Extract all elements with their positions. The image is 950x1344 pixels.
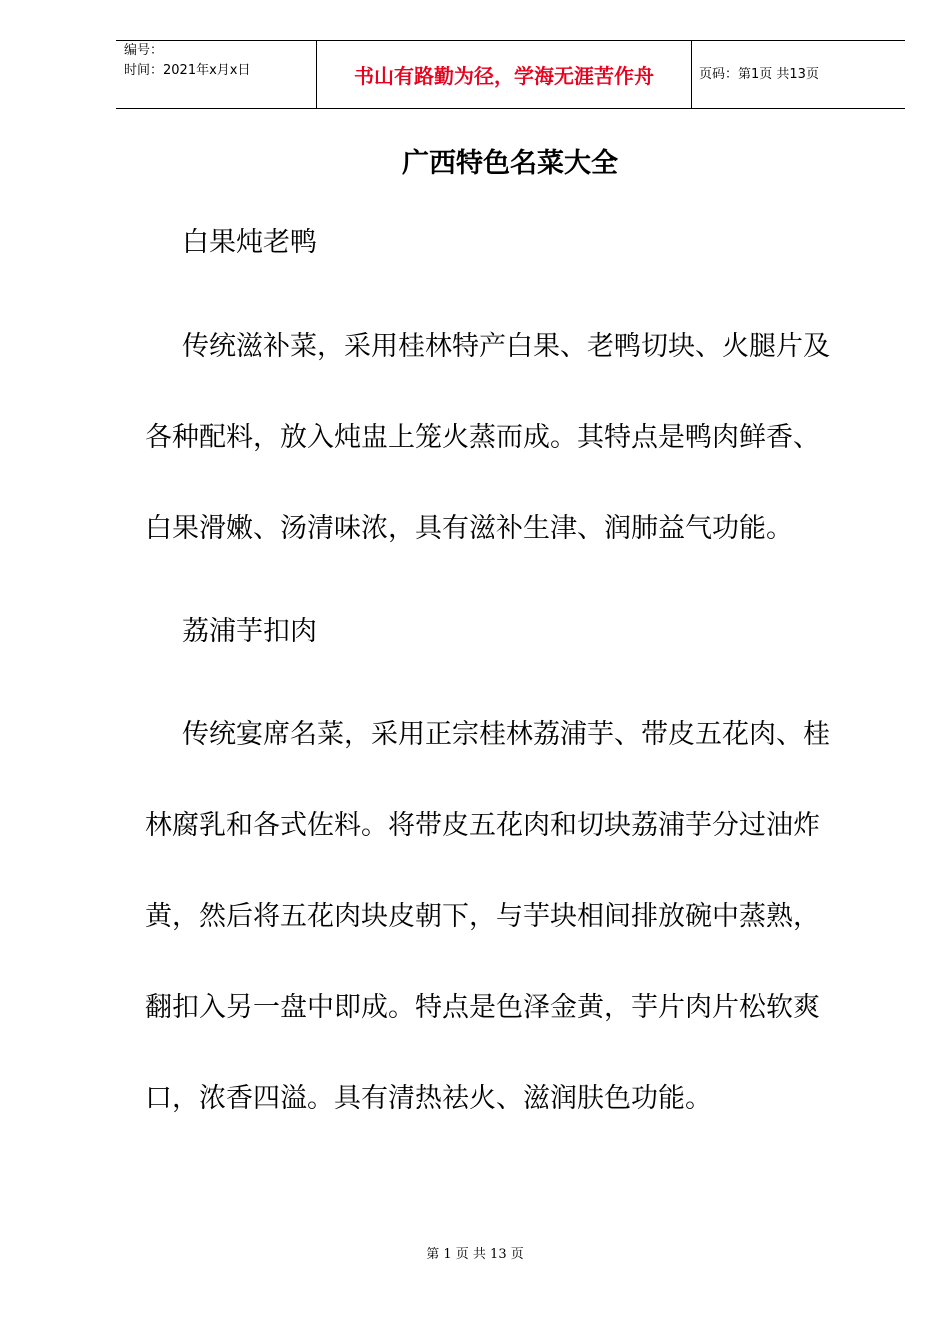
dish-description xyxy=(145,329,880,547)
paragraph-line: 传统滋补菜，采用桂林特产白果、老鸭切块、火腿片及 xyxy=(182,331,830,362)
serial-number-label: 编号： xyxy=(124,43,164,58)
dish-description xyxy=(145,717,880,1117)
paragraph-line: 口，浓香四溢。具有清热祛火、滋润肤色功能。 xyxy=(145,1083,712,1114)
paragraph-line: 黄，然后将五花肉块皮朝下，与芋块相间排放碗中蒸熟， xyxy=(145,901,820,932)
page-footer: 第 1 页 共 13 页 xyxy=(426,1247,524,1262)
paragraph-line: 翻扣入另一盘中即成。特点是色泽金黄，芋片肉片松软爽 xyxy=(145,992,820,1023)
header-page-info: 页码：第1页 共13页 xyxy=(699,67,819,82)
document-header xyxy=(116,40,905,109)
motto-text: 书山有路勤为径，学海无涯苦作舟 xyxy=(354,64,654,88)
dish-name: 荔浦芋扣肉 xyxy=(182,616,317,647)
document-title: 广西特色名菜大全 xyxy=(402,148,618,179)
paragraph-line: 传统宴席名菜，采用正宗桂林荔浦芋、带皮五花肉、桂 xyxy=(182,719,830,750)
paragraph-line: 林腐乳和各式佐料。将带皮五花肉和切块荔浦芋分过油炸 xyxy=(145,810,820,841)
header-page-cell xyxy=(691,41,905,108)
dish-name: 白果炖老鸭 xyxy=(182,227,317,258)
header-motto-cell xyxy=(316,41,692,108)
paragraph-line: 各种配料，放入炖盅上笼火蒸而成。其特点是鸭肉鲜香、 xyxy=(145,422,820,453)
date-label: 时间：2021年x月x日 xyxy=(124,63,251,78)
paragraph-line: 白果滑嫩、汤清味浓，具有滋补生津、润肺益气功能。 xyxy=(145,513,793,544)
header-meta-cell xyxy=(116,41,316,108)
